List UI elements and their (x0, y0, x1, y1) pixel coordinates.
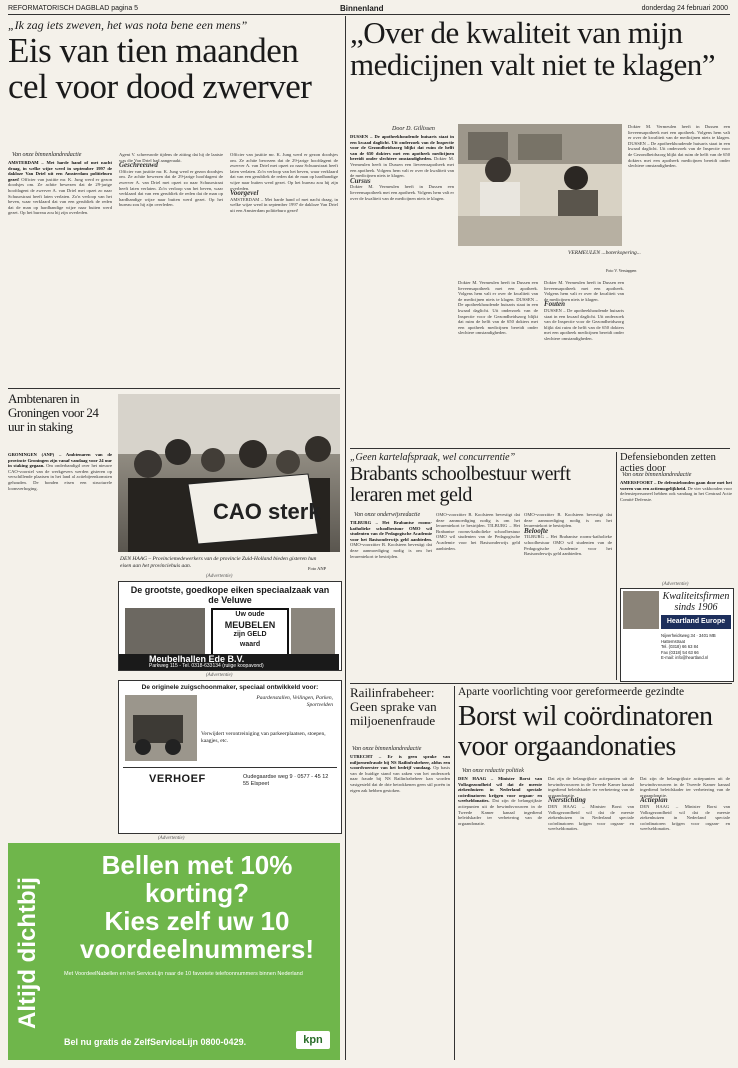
ad-box[interactable] (620, 588, 734, 682)
article-body-col1 (458, 776, 542, 1060)
article-body-text: De vier vakbonden voor defensiepersoneel hebben ook vandaag in het Centraal Actie Comité Defensie. (620, 485, 732, 502)
ad-title: De originele zuigschoonmaker, speciaal ontwikkeld voor: (141, 684, 319, 691)
ad-address: Parkweg 115 - Tel. 0318-633134 (ruiige koopavond) (149, 663, 264, 669)
article-lead-repeat: DEN HAAG – Minister Borst van Volksgezondheid wil dat de meeste ziekenhuizen in Nederland speciale coördinatoren krijgen voor orgaan- en weefseldonaties. (548, 803, 634, 832)
ad-company: Meubelhallen Ede B.V. (149, 654, 245, 664)
ad-headline-line: Kies zelf uw 10 (104, 906, 290, 936)
ad-sign-line: zijn GELD (233, 631, 267, 638)
ad-divider (123, 767, 337, 768)
article-headline: Ambtenaren in Groningen voor 24 uur in staking (8, 391, 99, 434)
article-body-col3 (230, 152, 338, 385)
article-subhead: Cursus (350, 176, 371, 185)
photo-caption: VERMEULEN ...boterkopering... (568, 250, 641, 256)
article-body-col2 (119, 152, 223, 385)
ad-headline-line: Bellen met 10% (101, 850, 293, 880)
photo-caption: DEN HAAG – Provinciemedewerkers van de provincie Zuid-Holland bieden gisteren hun eisen aan het provinciehuis aan. (120, 556, 317, 569)
header-paper-name: REFORMATORISCH DAGBLAD pagina 5 (8, 5, 139, 12)
photo-credit: Foto ANP (308, 566, 327, 571)
article-subhead-2: Actieplan (640, 796, 668, 805)
ad-headline (64, 851, 330, 963)
ad-address: Nijverheidsweg 34 · 3401 MB Hattemstraat (661, 633, 716, 644)
ad-label: (Advertentie) (206, 574, 233, 579)
ad-furniture-photo-2 (291, 608, 335, 654)
article-kicker: „Ik zag iets zweven, het was nota bene een mens” (8, 18, 248, 32)
ad-title: Kwaliteitsfirmen sinds 1906 (662, 591, 730, 613)
article-body: Dat zijn de belangrijkste actiepunten uit de bewindsvrouwen in de Tweede Kamer kanaal ingediend beleidskader ter verbetering van de orgaandonatie. (458, 798, 542, 826)
ad-side-text: Altijd dichtbij (14, 877, 41, 1029)
article-headline: Railinfrabeheer: Geen sprake van miljoenenfraude (350, 685, 437, 728)
heartland-logo: Heartland Europe (661, 615, 731, 629)
article-body: Dokter M. Vermeulen heeft in Dussen een lieveensapotheek met een apotheek. Volgens hem valt er over de kwaliteit van de medicijnen niets te klagen. (350, 156, 454, 179)
pharmacy-photo (458, 124, 622, 246)
article-byline: Van onze binnenlandredactie (12, 152, 82, 158)
article-body-col3 (544, 280, 624, 444)
ad-items: Paardenstallen, Veilingen, Parken, Sportvelden (256, 695, 333, 708)
article-headline: Brabants schoolbestuur werft leraren met geld (350, 463, 571, 506)
ad-label: (Advertentie) (206, 673, 233, 678)
article-body-repeat2: OMO-voorzitter B. Koolsteen bevestigt dat deze aanmoediging nodig is om het lerarentekort te bestrijden. (524, 512, 612, 529)
article-subhead: Geschreeuwd (119, 161, 158, 170)
photo-credit: Foto V. Verstappen (606, 268, 637, 273)
article-body-col3 (524, 512, 612, 680)
ad-contact (661, 633, 731, 661)
ad-furniture-photo (125, 608, 205, 654)
machine-graphic (125, 695, 197, 761)
divider (350, 448, 730, 449)
ad-label: (Advertentie) (662, 582, 689, 587)
ad-box[interactable] (118, 581, 342, 671)
article-lead-repeat: DUSSEN – De apotheekhoudende huisarts staat in een kwaad daglicht. Uit onderzoek van de Inspectie voor de Gezondheidszorg blijkt dat ruim de helft van de 650 dokters met een apotheek medicijnen bereidt onder slechtere omstandigheden. (458, 296, 538, 336)
article-lead: UTRECHT – Er is geen sprake van miljoenenfraude bij NS Railinfrabeheer, aldus een woordvoerster van het bedrijf vandaag. (350, 754, 450, 771)
article-headline: Borst wil coördinatoren voor orgaandonaties (458, 701, 713, 762)
divider (350, 683, 732, 684)
article-lead: AMERSFOORT – De defensiebonden gaan door met het voeren van een actiemogelijkheid. (620, 480, 732, 491)
article-lead-repeat: AMSTERDAM – Met harde hand of met nacht draag, in welke wijze werd in september 1997 de dakloze Van Driel uit een Amsterdam politieburo gezet! (230, 196, 338, 213)
ad-sign-line: MEUBELEN (224, 620, 276, 630)
ad-text: Verwijdert verontreiniging van parkeerplaatsen, stoepen, kaagjes, etc. (201, 731, 326, 744)
article-body-col3 (640, 776, 730, 1060)
ad-tel: Tel. (0318) 66 63 84 (661, 644, 699, 649)
article-body-repeat2: Dat zijn de belangrijkste actiepunten uit de bewindsvrouwen in de Tweede Kamer kanaal ingediend beleidskader ter verbetering van de orgaandonatie. (640, 776, 730, 798)
ad-box[interactable] (8, 843, 340, 1060)
article-byline: Door D. Gillissen (392, 126, 435, 132)
ad-sign (211, 608, 289, 656)
article-body-repeat: Dokter M. Vermeulen heeft in Dussen een lieveensapotheek met een apotheek. Volgens hem valt er over de kwaliteit van de medicijnen niets te klagen. (350, 184, 454, 201)
divider (8, 388, 340, 389)
column-rule (454, 686, 455, 1060)
ad-label: (Advertentie) (158, 836, 185, 841)
article-kicker: Aparte voorlichting voor gereformeerde gezindte (458, 686, 685, 698)
column-rule (616, 452, 617, 680)
article-lead-repeat2: DUSSEN – De apotheekhoudende huisarts staat in een kwaad daglicht. Uit onderzoek van de Inspectie voor de Gezondheidszorg blijkt dat ruim de helft van de 650 dokters met een apotheek medicijnen bereidt onder slechtere omstandigheden. (544, 307, 624, 341)
article-body-col2 (436, 512, 520, 680)
article-headline: Defensiebonden zetten acties door (620, 452, 716, 474)
article-body-repeat: OMO-voorzitter B. Koolsteen bevestigt dat deze aanmoediging nodig is om het lerarentekort te bestrijden. (436, 512, 520, 529)
article-lead: DEN HAAG – Minister Borst van Volksgezondheid wil dat de meeste ziekenhuizen in Nederland speciale coördinatoren krijgen voor orgaan- en weefseldonaties. (458, 776, 542, 804)
article-byline: Van onze binnenlandredactie (352, 746, 422, 752)
article-body-text: Op basis van de huidige stand van zaken van het onderzoek naar fraude bij NS Railinfrabeheer kan worden vastgesteld dat de drie betrokkenen geen stil poeën in eigen zak hebben gestoken. (350, 765, 450, 793)
header-section: Binnenland (340, 4, 384, 13)
protest-photo-image (118, 394, 340, 552)
article-lead: DUSSEN – De apotheekhoudende huisarts staat in een kwaad daglicht. Uit onderzoek van de Inspectie voor de Gezondheidszorg blijkt dat ruim de helft van de 650 dokters met een apotheek medicijnen bereidt onder slechtere omstandigheden. (350, 134, 454, 162)
article-subhead: Beloofte (524, 526, 549, 535)
ad-machine-photo (125, 695, 197, 761)
article-headline: „Over de kwaliteit van mijn medicijnen valt niet te klagen” (350, 15, 715, 82)
article-lead-repeat2: TILBURG – Het Brabantse rooms-katholieke schoolbestuur OMO wil studenten van de Pedagogische Academie voor het Basisonderwijs geld aanbieden. (524, 534, 612, 557)
article-body (8, 452, 112, 834)
banner-text: CAO sterk (213, 499, 321, 524)
article-body-repeat: Officier van justitie mr. K. Jung werd er gezon doodsjes om. Ze achtte bewezen dat de 29-jarige hoofdagent de zwerver A. van Driel met opzet zo naar Schuurstraat heeft laten verlaten. Zo'n verloop van het beven, waar verklaard dat van een gerubliek de reden dat de man op hardhandige wijze naar buiten werd gezet. Op het bureau zou hij zijn overleden. (119, 168, 223, 208)
ad-email: E-mail: info@heartland.nl (661, 655, 709, 660)
article-lead: AMSTERDAM – Met harde hand of met nacht draag, in welke wijze werd in september 1997 de dakloze Van Driel uit een Amsterdam politieburo gezet! (8, 160, 112, 182)
protest-photo (118, 394, 340, 552)
article-body-repeat2: Officier van justitie mr. K. Jung werd er gezon doodsjes om. Ze achtte bewezen dat de 29-jarige hoofdagent de zwerver A. van Driel met opzet zo naar Schuurstraat heeft laten verlaten. Zo'n verloop van het beven, waar verklaard dat van een gerubliek de reden dat de man op hardhandige wijze naar buiten werd gezet. Op het bureau zou hij zijn overleden. (230, 152, 338, 191)
article-lead: GRONINGEN (ANP) – Ambtenaren van de provincie Groningen zijn vanaf vandaag voor 24 uur in staking gegaan. (8, 452, 112, 469)
article-byline: Van onze onderwijsredactie (354, 512, 421, 518)
ad-footer (119, 654, 339, 670)
article-body-col2 (458, 280, 538, 444)
pharmacy-photo-image (458, 124, 622, 246)
article-body-text: Om onderbandigd over het nieuwe CAO-voorstel van de werkgevers werden gisteren op verschillende plaatsen in het land al actiebijeenkomsten gehouden. De bonden eisen een structurele loonsverhoging. (8, 463, 112, 491)
ad-title: De grootste, goedkope eiken speciaalzaak van de Veluwe (130, 585, 330, 605)
article-lead: TILBURG – Het Brabantse rooms-katholieke schoolbestuur OMO wil studenten van de Pedagogische Academie voor het Basisonderwijs geld aanbieden. (350, 520, 432, 542)
ad-footer: Bel nu gratis de ZelfServiceLijn 0800-0429. (64, 1037, 247, 1047)
article-body (620, 480, 732, 580)
article-body: OMO-voorzitter B. Koolsteen bevestigt dat deze aanmoediging nodig is om het lerarentekort te bestrijden. (350, 542, 432, 559)
article-body-col1 (8, 160, 112, 385)
article-subhead: Nierstichting (548, 796, 586, 805)
ad-sign-line: Uw oude (235, 611, 265, 618)
ad-headline-line: voordeelnummers! (79, 934, 315, 964)
header-date: donderdag 24 februari 2000 (641, 5, 728, 12)
article-body-repeat2: Dokter M. Vermeulen heeft in Dussen een lieveensapotheek met een apotheek. Volgens hem valt er over de kwaliteit van de medicijnen niets te klagen. (458, 280, 538, 302)
ad-photo (623, 591, 659, 629)
ad-box[interactable] (118, 680, 342, 834)
article-subhead-2: Voorgevel (230, 189, 259, 198)
article-lead-repeat3: DUSSEN – De apotheekhoudende huisarts staat in een kwaad daglicht. Uit onderzoek van de Inspectie voor de Gezondheidszorg blijkt dat ruim de helft van de 650 dokters met een apotheek medicijnen bereidt onder slechtere omstandigheden. (628, 140, 730, 169)
ad-fax: Fax (0318) 54 63 66 (661, 649, 699, 655)
article-lead-repeat: TILBURG – Het Brabantse rooms-katholieke schoolbestuur OMO wil studenten van de Pedagogische Academie voor het Basisonderwijs geld aanbieden. (436, 523, 520, 551)
photo-text: Agent V. schreeuwde tijdens de zitting dat hij de laatste was die Van Driel had aangeraakt. (119, 152, 223, 163)
ad-small-print: Met VoordeelNabellen en het ServiceLijn naar de 10 favoriete telefoonnummers binnen Nederland (64, 971, 303, 977)
article-body-repeat4: Dokter M. Vermeulen heeft in Dussen een lieveensapotheek met een apotheek. Volgens hem valt er over de kwaliteit van de medicijnen niets te klagen. (628, 124, 730, 141)
ad-headline-line: korting? (145, 878, 249, 908)
article-body-col4 (628, 124, 730, 444)
article-body: Officier van justitie mr. K. Jung werd er gezon doodsjes om. Ze achtte bewezen dat de 29-jarige hoofdagent de zwerver A. van Driel met opzet zo naar Schuurstraat heeft laten verlaten. Zo'n verloop van het beven, waar verklaard dat van een gerubliek de reden dat de man op hardhandige wijze naar buiten werd gezet. Op het bureau zou hij zijn overleden. (8, 176, 112, 216)
article-body (350, 754, 450, 1060)
article-byline: Van onze redactie politiek (462, 768, 524, 774)
article-headline: Eis van tien maanden cel voor dood zwerver (8, 31, 312, 106)
kpn-logo: kpn (296, 1031, 330, 1049)
article-lead-repeat2: DEN HAAG – Minister Borst van Volksgezondheid wil dat de meeste ziekenhuizen in Nederland speciale coördinatoren krijgen voor orgaan- en weefseldonaties. (640, 803, 730, 832)
article-body-repeat: Dat zijn de belangrijkste actiepunten uit de bewindsvrouwen in de Tweede Kamer kanaal ingediend beleidskader ter verbetering van de orgaandonatie. (548, 776, 634, 798)
article-byline: Van onze binnenlandredactie (622, 472, 692, 478)
article-body-col2 (548, 776, 634, 1060)
ad-company: VERHOEF (149, 773, 206, 785)
ad-address: Oudegaardse weg 9 · 0577 - 45 12 55 Elspeet (243, 774, 329, 787)
article-body-repeat3: Dokter M. Vermeulen heeft in Dussen een lieveensapotheek met een apotheek. Volgens hem valt er over de kwaliteit van de medicijnen niets te klagen. (544, 280, 624, 302)
article-body-col1 (350, 520, 432, 680)
article-body-col1 (350, 134, 454, 444)
ad-sign-line: waard (239, 641, 261, 648)
article-subhead-2: Fouten (544, 300, 566, 309)
column-rule (345, 16, 346, 1060)
article-kicker: „Geen kartelafspraak, wel concurrentie” (350, 452, 516, 463)
